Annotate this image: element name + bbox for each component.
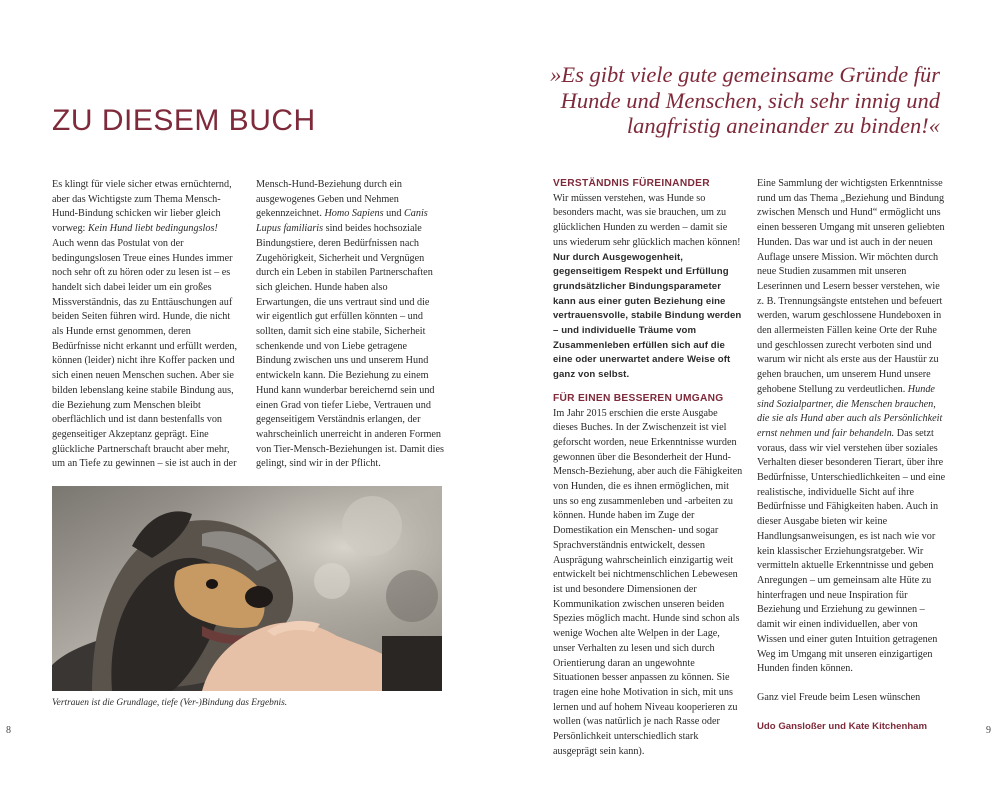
- understanding-bold-paragraph: Nur durch Ausgewogenheit, gegenseitigem Respekt und Erfüllung grundsätzlicher Bindungsparameter kann aus einer guten Beziehung eine vertrauensvolle, stabile Bindung werden – und individuelle Träume vom Zusammenleben erfüllen sich auf die eine oder unerwartet andere Weise oft ganz von selbst.: [553, 251, 742, 381]
- intro-paragraph: [52, 178, 240, 472]
- understanding-paragraph: Wir müssen verstehen, was Hunde so besonders macht, was sie brauchen, um zu glücklichen Hunden zu werden – damit sie uns wiederum sehr glücklich machen können!: [553, 192, 741, 248]
- chapter-heading: ZU DIESEM BUCH: [52, 104, 316, 137]
- page-number-left: 8: [6, 725, 11, 736]
- intro-emphasis: Kein Hund liebt bedingungslos!: [87, 223, 218, 235]
- closing-line: Ganz viel Freude beim Lesen wünschen: [757, 691, 921, 703]
- text-column-4: [757, 177, 947, 734]
- mission-paragraph: [757, 177, 947, 677]
- col4-text-1: Eine Sammlung der wichtigsten Erkenntnisse rund um das Thema „Beziehung und Bindung zwischen Mensch und Hund“ ermöglicht uns einen besseren Umgang mit unseren geliebten Hunden. Das war und ist auch in der neuen Auflage unsere Mission. Wir möchten durch neue Studien zusammen mit unseren Leserinnen und Lesern besser verstehen, wie z. B. Trennungsängste entstehen und befeuert werden, warum geschlossene Hundeboxen in den allermeisten Fällen keine Orte der Ruhe und geschlossen zurecht verboten sind und warum wir nicht als erste aus der Haustür zu gehen brauchen, um unserem Hund unsere gehobene Stellung zu verdeutlichen.: [757, 178, 945, 395]
- species-name-dog: Canis Lupus familiaris: [256, 208, 428, 235]
- text-column-3: [553, 177, 743, 759]
- col2-text-2: und: [383, 208, 404, 220]
- relationship-paragraph: [256, 178, 444, 472]
- col4-emphasis: Hunde sind Sozialpartner, die Menschen brauchen, die sie als Hund aber auch als Persönlichkeit ernst nehmen und fair behandeln.: [757, 383, 943, 439]
- page-number-right: 9: [986, 725, 991, 736]
- subheading-understanding: VERSTÄNDNIS FÜREINANDER: [553, 178, 710, 189]
- pull-quote: »Es gibt viele gute gemeinsame Gründe für Hunde und Menschen, sich sehr innig und langfristig aneinander zu binden!«: [550, 62, 940, 138]
- author-signature: Udo Gansloßer und Kate Kitchenham: [757, 720, 928, 732]
- dog-photo-illustration: [52, 486, 442, 691]
- photo-caption: Vertrauen ist die Grundlage, tiefe (Ver-)Bindung das Ergebnis.: [52, 698, 288, 708]
- intro-text: Es klingt für viele sicher etwas ernüchternd, aber das Wichtigste zum Thema Mensch-Hund-Bindung schicken wir lieber gleich vorweg:: [52, 179, 232, 235]
- text-column-1: [52, 178, 240, 472]
- species-name-human: Homo Sapiens: [324, 208, 384, 220]
- text-column-2: [256, 178, 444, 472]
- subheading-better-handling: FÜR EINEN BESSEREN UMGANG: [553, 392, 724, 404]
- col2-text-1: Mensch-Hund-Beziehung durch ein ausgewogenes Geben und Nehmen gekennzeichnet.: [256, 179, 402, 220]
- col2-text-3: sind beides hochsoziale Bindungstiere, deren Bedürfnissen nach Zugehörigkeit, Sicherheit und Vergnügen durch ein Leben in stabilen Partnerschaften sich gleichen. Hunde haben also Erwartungen, die uns vertraut sind und die wir eigentlich gut erfüllen könnten – und sollten, damit sich eine stabile, Sicherheit schenkende und von Liebe getragene Bindung zwischen uns und unserem Hund entwickeln kann. Die Beziehung zu einem Hund kann wunderbar bereichernd sein und einen Grad von tiefer Liebe, Vertrauen und gegenseitigem Verständnis erlangen, der wahrscheinlich unerreicht in anderen Formen von Tier-Mensch-Beziehungen ist. Damit dies gelingt, sind wir in der Pflicht.: [256, 223, 444, 470]
- better-handling-paragraph: Im Jahr 2015 erschien die erste Ausgabe dieses Buches. In der Zwischenzeit ist viel geforscht worden, neue Erkenntnisse wurden gewonnen über die Besonderheit der Hund-Mensch-Beziehung, aber auch die Fähigkeiten von Hunden, die es ihnen ermöglichen, mit uns so eng zusammenleben und -arbeiten zu können. Hunde haben im Zuge der Domestikation ein Menschen- und sogar Sprachverständnis entwickelt, dessen Ausprägung wahrscheinlich einzigartig weit entwickelt bei nichtmenschlichen Lebewesen ist und besondere Dimensionen der Kommunikation zwischen unseren beiden Spezies möglich macht. Hunde sind schon als wenige Wochen alte Welpen in der Lage, unser Verhalten zu lesen und sich durch Orientierung daran an ungewohnte Situationen besser anpassen zu können. Sie tragen eine hohe Motivation in sich, mit uns lernen und auf hohem Niveau kooperieren zu wollen (was natürlich je nach Rasse oder Persönlichkeit unterschiedlich stark ausgeprägt sein kann).: [553, 407, 743, 757]
- col4-text-2: Das setzt voraus, dass wir viel verstehen über soziales Verhalten dieser besonderen Tierart, über ihre Bedürfnisse, Unterschiedlichkeiten – und eine realistische, individuelle Sicht auf ihre Bedürfnisse und Fähigkeiten haben. Auch in dieser Ausgabe bieten wir keine Handlungsanweisungen, es ist nach wie vor kein klassischer Erziehungsratgeber. Wir vermitteln aktuelle Erkenntnisse und geben Anregungen – um gemeinsam alte Hüte zu hinterfragen und neue Inspiration für Beziehung und Erziehung zu gewinnen – damit wir einen individuellen, aber von Wissen und einer guten Intuition getragenen Weg im Umgang mit unseren einzigartigen Hunden finden können.: [757, 427, 946, 675]
- dog-hand-photo: [52, 486, 442, 691]
- intro-text-rest: Auch wenn das Postulat von der bedingungslosen Treue eines Hundes immer noch sehr oft zu hören oder zu lesen ist – es handelt sich dabei leider um ein großes Missverständnis, das zu Enttäuschungen auf beiden Seiten führen wird. Hunde, die nicht als Hunde ernst genommen, deren Bedürfnisse nicht erkannt und erfüllt werden, können (leider) nicht ihre Koffer packen und sich einen neuen Menschen suchen. Aber sie bilden lebenslang keine stabile Bindung aus, die Beziehung zum Menschen bleibt oberflächlich und ist dann bestenfalls von gegenseitiger Akzeptanz geprägt. Eine glückliche Partnerschaft braucht aber mehr, um an Tiefe zu gewinnen – sie ist auch in der: [52, 237, 238, 470]
